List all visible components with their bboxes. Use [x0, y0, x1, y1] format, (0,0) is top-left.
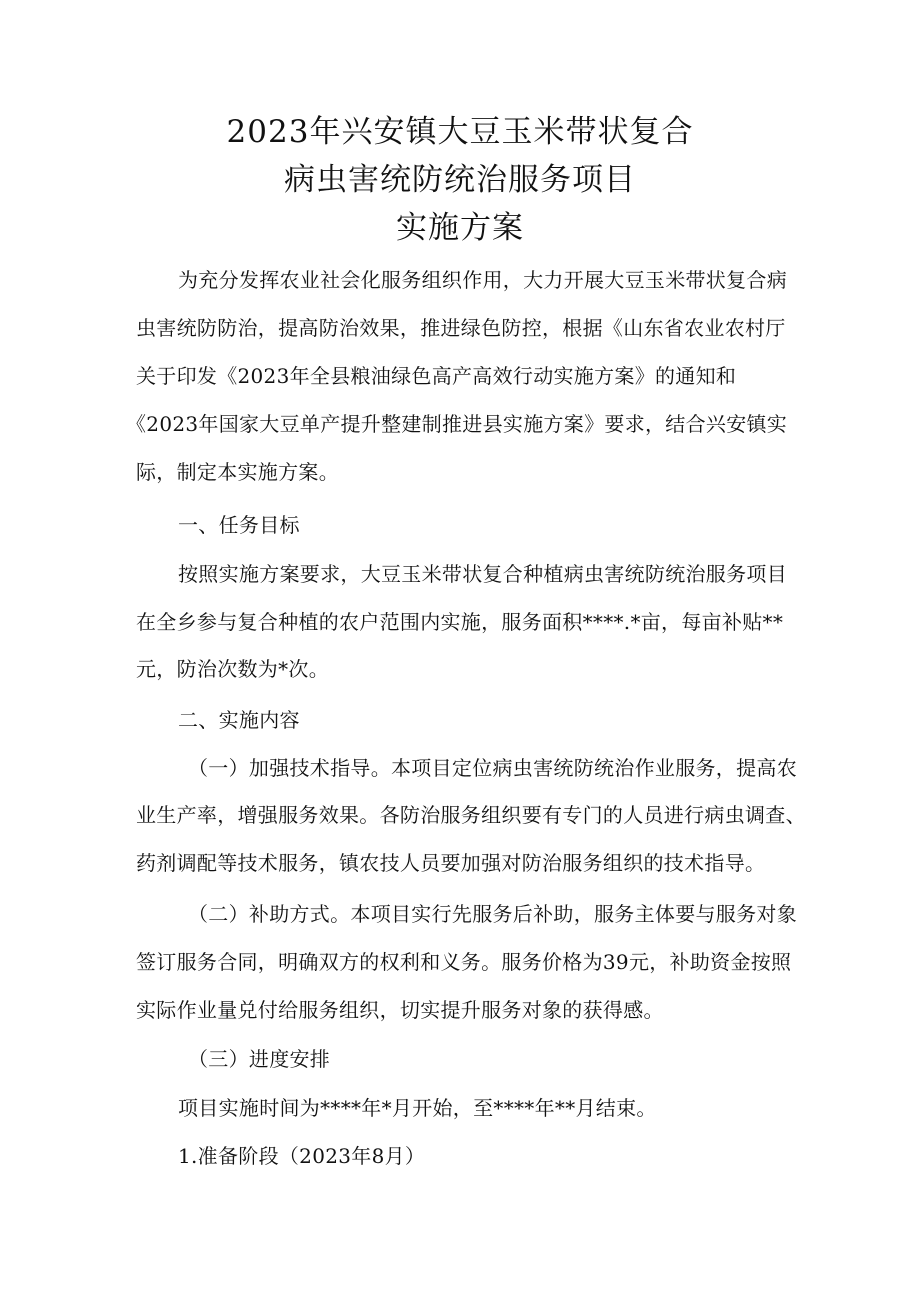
title-line-1: 2023年兴安镇大豆玉米带状复合: [226, 114, 694, 150]
intro-line-3: 关于印发《2023年全县粮油绿色高产高效行动实施方案》的通知和: [136, 364, 737, 388]
section1-heading: 一、任务目标: [178, 513, 300, 537]
intro-line-1: 为充分发挥农业社会化服务组织作用，大力开展大豆玉米带状复合病: [178, 268, 787, 292]
section2-heading: 二、实施内容: [178, 708, 300, 732]
intro-line-5: 际，制定本实施方案。: [136, 460, 339, 484]
item3-heading: （三）进度安排: [188, 1047, 331, 1071]
section1-line-3: 元，防治次数为*次。: [136, 657, 329, 681]
item1-line-2: 业生产率，增强服务效果。各防治服务组织要有专门的人员进行病虫调查、: [136, 803, 806, 827]
item3-line-2: 1.准备阶段（2023年8月）: [178, 1144, 426, 1168]
intro-line-4: 《2023年国家大豆单产提升整建制推进县实施方案》要求，结合兴安镇实: [126, 412, 788, 436]
item2-line-2: 签订服务合同，明确双方的权利和义务。服务价格为39元，补助资金按照: [136, 950, 792, 974]
title-line-3: 实施方案: [396, 210, 524, 246]
item1-line-1: （一）加强技术指导。本项目定位病虫害统防统治作业服务，提高农: [188, 756, 797, 780]
item2-line-3: 实际作业量兑付给服务组织，切实提升服务对象的获得感。: [136, 998, 664, 1022]
item3-line-1: 项目实施时间为****年*月开始，至****年**月结束。: [178, 1096, 657, 1120]
item2-line-1: （二）补助方式。本项目实行先服务后补助，服务主体要与服务对象: [188, 902, 797, 926]
intro-line-2: 虫害统防防治，提高防治效果，推进绿色防控，根据《山东省农业农村厅: [136, 316, 786, 340]
title-line-2: 病虫害统防统治服务项目: [284, 162, 636, 198]
section1-line-1: 按照实施方案要求，大豆玉米带状复合种植病虫害统防统治服务项目: [178, 562, 787, 586]
item1-line-3: 药剂调配等技术服务，镇农技人员要加强对防治服务组织的技术指导。: [136, 851, 766, 875]
section1-line-2: 在全乡参与复合种植的农户范围内实施，服务面积****.*亩，每亩补贴**: [136, 610, 784, 634]
